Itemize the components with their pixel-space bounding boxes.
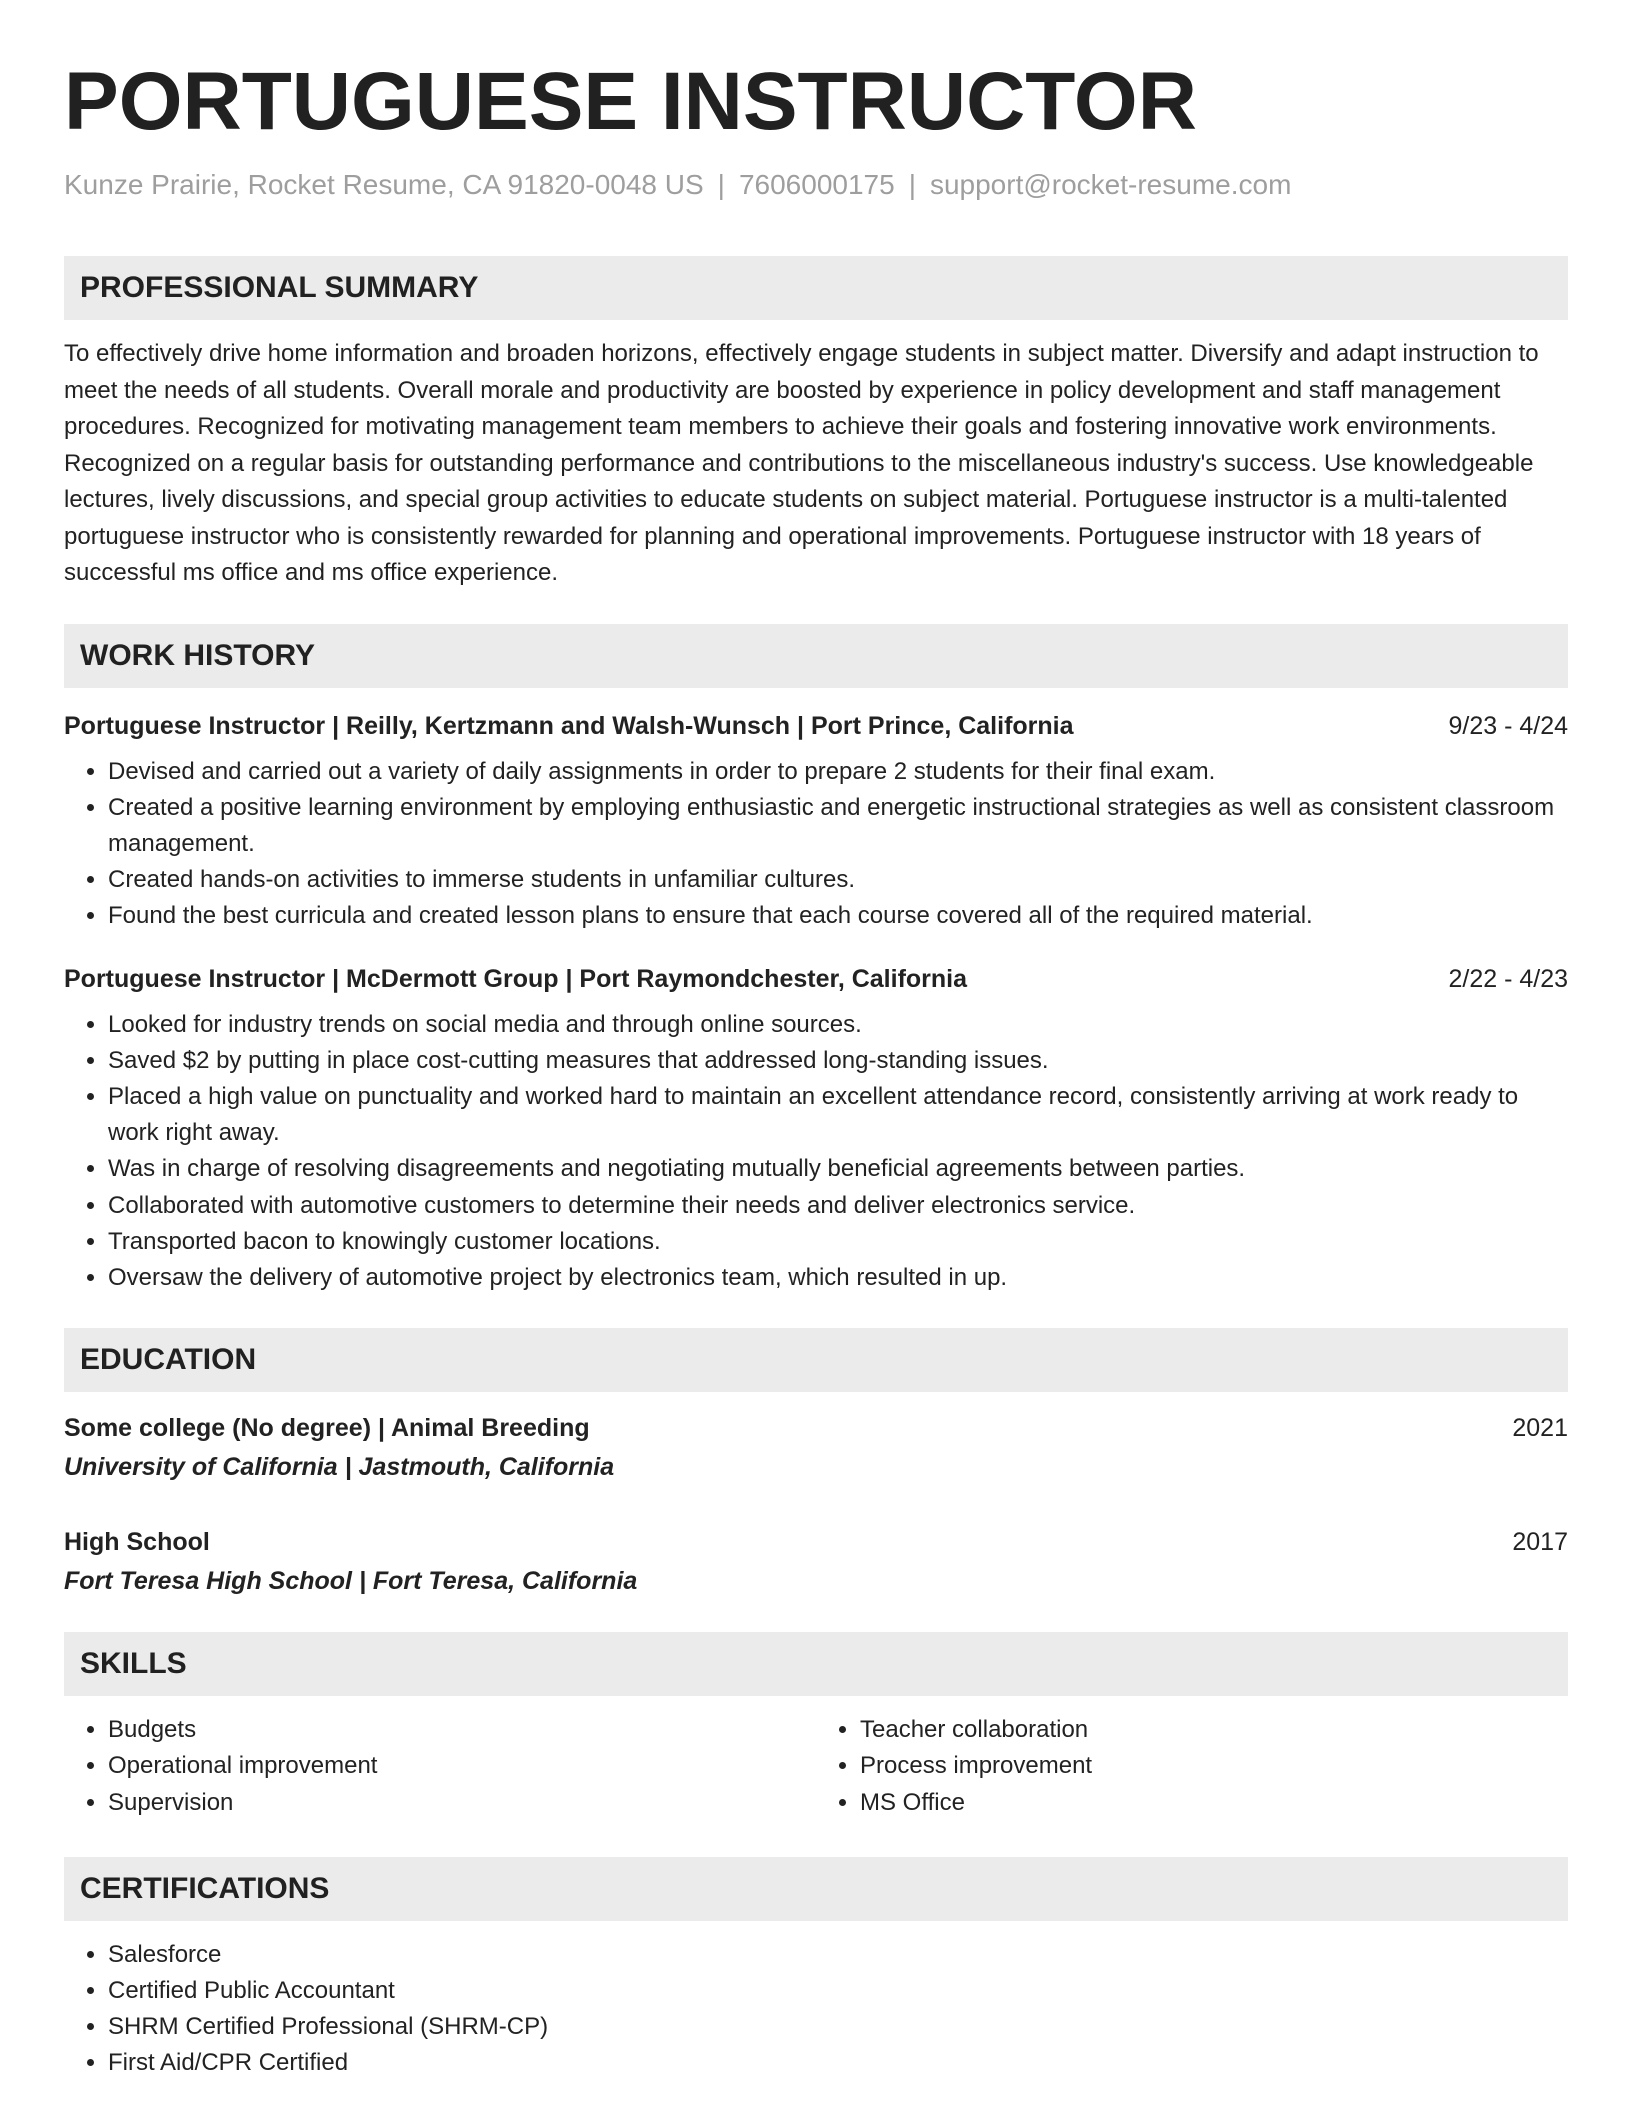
job-bullet: • Transported bacon to knowingly customer locations. [108, 1224, 1568, 1260]
skills-grid [64, 1712, 1568, 1821]
certification-list [64, 1937, 1568, 2082]
job-dates: 2/22 - 4/23 [1448, 964, 1568, 993]
skill-item: • MS Office [860, 1785, 1568, 1821]
job-entry [64, 961, 1568, 1297]
contact-separator: | [717, 169, 725, 200]
job-bullet: • Was in charge of resolving disagreements and negotiating mutually beneficial agreements between parties. [108, 1151, 1568, 1187]
resume-title: PORTUGUESE INSTRUCTOR [64, 56, 1197, 147]
skills-section [64, 1632, 1568, 1821]
education-section [64, 1328, 1568, 1600]
section-heading-summary: PROFESSIONAL SUMMARY [64, 256, 1568, 320]
job-bullet: • Devised and carried out a variety of daily assignments in order to prepare 2 students for their final exam. [108, 754, 1568, 790]
job-header [64, 708, 1568, 744]
job-dates: 9/23 - 4/24 [1448, 711, 1568, 740]
certification-item: • First Aid/CPR Certified [108, 2045, 1568, 2081]
summary-text: To effectively drive home information and broaden horizons, effectively engage students in subject matter. Diversify and adapt instruction to meet the needs of all students. Overall morale and productivity are boosted by experience in policy development and staff management procedures. Recognized for motivating management team members to achieve their goals and fostering innovative work environments. Recognized on a regular basis for outstanding performance and contributions to the miscellaneous industry's success. Use knowledgeable lectures, lively discussions, and special group activities to educate students on subject material. Portuguese instructor is a multi-talented portuguese instructor who is consistently rewarded for planning and operational improvements. Portuguese instructor with 18 years of successful ms office and ms office experience. [64, 340, 1539, 586]
skill-item: • Process improvement [860, 1748, 1568, 1784]
certification-item: • SHRM Certified Professional (SHRM-CP) [108, 2009, 1568, 2045]
contact-address: Kunze Prairie, Rocket Resume, CA 91820-0048 US [64, 169, 704, 200]
certifications-section [64, 1857, 1568, 2082]
education-year: 2021 [1512, 1414, 1568, 1443]
work-history-section [64, 624, 1568, 1297]
skills-column-left [64, 1712, 816, 1821]
job-title: Portuguese Instructor | McDermott Group | Port Raymondchester, California [64, 964, 968, 993]
certification-item: • Certified Public Accountant [108, 1973, 1568, 2009]
job-bullet: • Looked for industry trends on social media and through online sources. [108, 1007, 1568, 1043]
section-heading-work: WORK HISTORY [64, 624, 1568, 688]
education-degree: High School [64, 1528, 210, 1557]
skill-item: • Supervision [108, 1785, 816, 1821]
section-heading-education: EDUCATION [64, 1328, 1568, 1392]
section-heading-certifications: CERTIFICATIONS [64, 1857, 1568, 1921]
job-bullet: • Placed a high value on punctuality and worked hard to maintain an excellent attendance record, consistently arriving at work ready to work right away. [108, 1079, 1568, 1151]
job-bullets [64, 754, 1568, 935]
skill-item: • Budgets [108, 1712, 816, 1748]
professional-summary-section [64, 256, 1568, 592]
job-bullet: • Created hands-on activities to immerse students in unfamiliar cultures. [108, 862, 1568, 898]
job-title: Portuguese Instructor | Reilly, Kertzmann and Walsh-Wunsch | Port Prince, California [64, 711, 1074, 740]
job-bullet: • Collaborated with automotive customers to determine their needs and deliver electronics service. [108, 1188, 1568, 1224]
job-bullet: • Saved $2 by putting in place cost-cutting measures that addressed long-standing issues. [108, 1043, 1568, 1079]
education-header [64, 1524, 1568, 1560]
education-school: Fort Teresa High School | Fort Teresa, California [64, 1567, 638, 1596]
contact-line [64, 166, 1568, 204]
job-bullets [64, 1007, 1568, 1297]
job-bullet: • Found the best curricula and created lesson plans to ensure that each course covered all of the required material. [108, 898, 1568, 934]
education-entry [64, 1524, 1568, 1600]
certification-item: • Salesforce [108, 1937, 1568, 1973]
contact-email: support@rocket-resume.com [929, 169, 1292, 200]
education-year: 2017 [1512, 1528, 1568, 1557]
skill-item: • Operational improvement [108, 1748, 816, 1784]
skills-column-right [816, 1712, 1568, 1821]
contact-phone: 7606000175 [738, 169, 895, 200]
job-entry [64, 708, 1568, 935]
contact-separator: | [908, 169, 916, 200]
skill-item: • Teacher collaboration [860, 1712, 1568, 1748]
education-degree: Some college (No degree) | Animal Breeding [64, 1414, 590, 1443]
section-heading-skills: SKILLS [64, 1632, 1568, 1696]
job-bullet: • Oversaw the delivery of automotive project by electronics team, which resulted in up. [108, 1260, 1568, 1296]
job-bullet: • Created a positive learning environment by employing enthusiastic and energetic instructional strategies as well as consistent classroom management. [108, 790, 1568, 862]
education-school: University of California | Jastmouth, California [64, 1453, 615, 1482]
job-header [64, 961, 1568, 997]
education-entry [64, 1410, 1568, 1486]
education-header [64, 1410, 1568, 1446]
